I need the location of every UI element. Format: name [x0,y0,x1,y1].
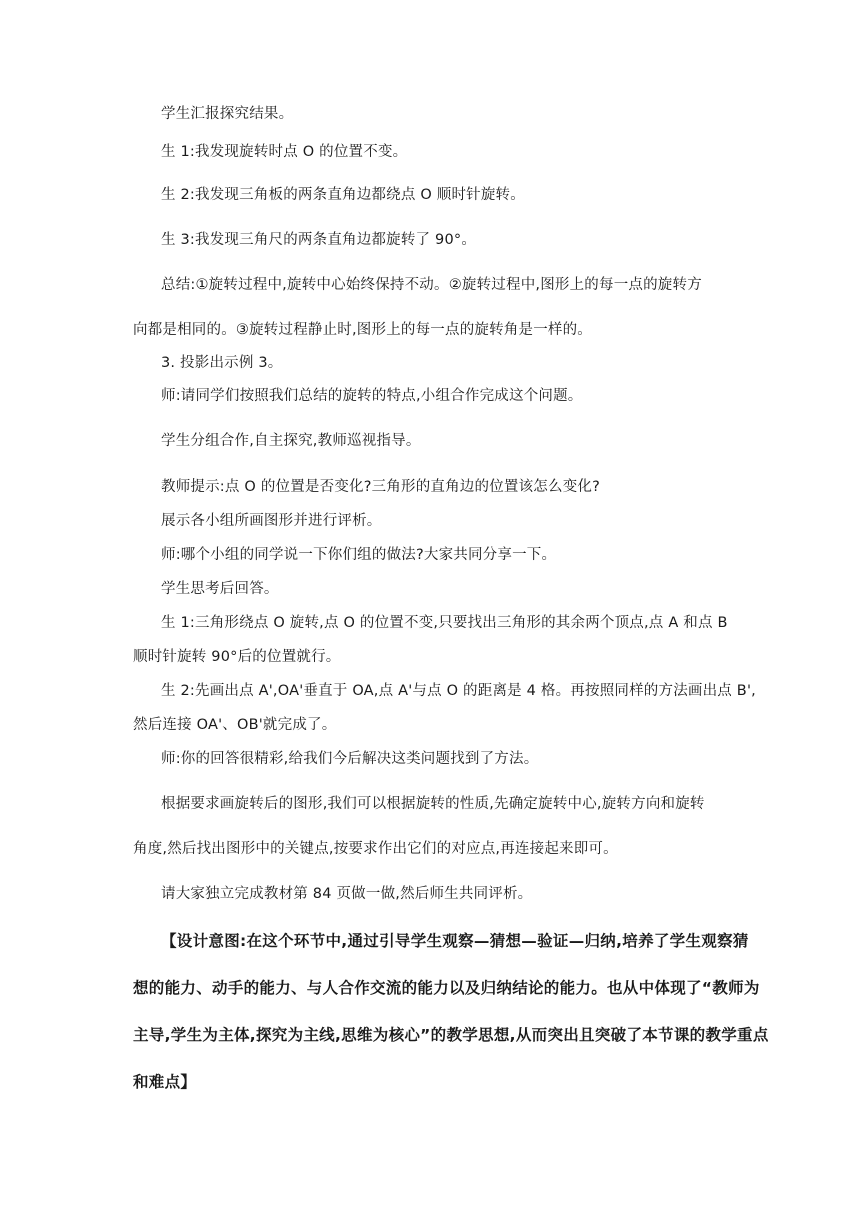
paragraph-line: 生 1:我发现旋转时点 O 的位置不变。 [161,144,408,160]
paragraph-line: 师:请同学们按照我们总结的旋转的特点,小组合作完成这个问题。 [161,388,583,404]
paragraph-line: 角度,然后找出图形中的关键点,按要求作出它们的对应点,再连接起来即可。 [133,841,618,857]
paragraph-line: 学生思考后回答。 [161,581,279,597]
design-intent-line: 想的能力、动手的能力、与人合作交流的能力以及归纳结论的能力。也从中体现了“教师为 [133,979,760,997]
paragraph-line: 向都是相同的。③旋转过程静止时,图形上的每一点的旋转角是一样的。 [133,322,593,338]
paragraph-line: 根据要求画旋转后的图形,我们可以根据旋转的性质,先确定旋转中心,旋转方向和旋转 [161,796,705,812]
paragraph-line: 学生分组合作,自主探究,教师巡视指导。 [161,433,421,449]
paragraph-line: 生 2:我发现三角板的两条直角边都绕点 O 顺时针旋转。 [161,187,525,203]
section-heading: 3. 投影出示例 3。 [161,355,283,371]
paragraph-line: 师:你的回答很精彩,给我们今后解决这类问题找到了方法。 [161,751,539,767]
paragraph-line: 生 3:我发现三角尺的两条直角边都旋转了 90°。 [161,232,477,248]
paragraph-line: 学生汇报探究结果。 [161,106,294,122]
design-intent-line: 和难点】 [133,1073,197,1091]
paragraph-line: 顺时针旋转 90°后的位置就行。 [133,649,341,665]
paragraph-line: 生 2:先画出点 A',OA'垂直于 OA,点 A'与点 O 的距离是 4 格。再按照同样的方法画出点 B', [161,683,756,699]
paragraph-line: 展示各小组所画图形并进行评析。 [161,513,382,529]
paragraph-line: 教师提示:点 O 的位置是否变化?三角形的直角边的位置该怎么变化? [161,479,601,495]
design-intent-line: 【设计意图:在这个环节中,通过引导学生观察—猜想—验证—归纳,培养了学生观察猜 [161,932,749,950]
design-intent-line: 主导,学生为主体,探究为主线,思维为核心”的教学思想,从而突出且突破了本节课的教学重点 [133,1026,769,1044]
paragraph-line: 师:哪个小组的同学说一下你们组的做法?大家共同分享一下。 [161,547,557,563]
paragraph-line: 然后连接 OA'、OB'就完成了。 [133,717,337,733]
paragraph-line: 生 1:三角形绕点 O 旋转,点 O 的位置不变,只要找出三角形的其余两个顶点,点 A 和点 B [161,615,728,631]
paragraph-line: 总结:①旋转过程中,旋转中心始终保持不动。②旋转过程中,图形上的每一点的旋转方 [161,277,702,293]
paragraph-line: 请大家独立完成教材第 84 页做一做,然后师生共同评析。 [161,886,533,902]
